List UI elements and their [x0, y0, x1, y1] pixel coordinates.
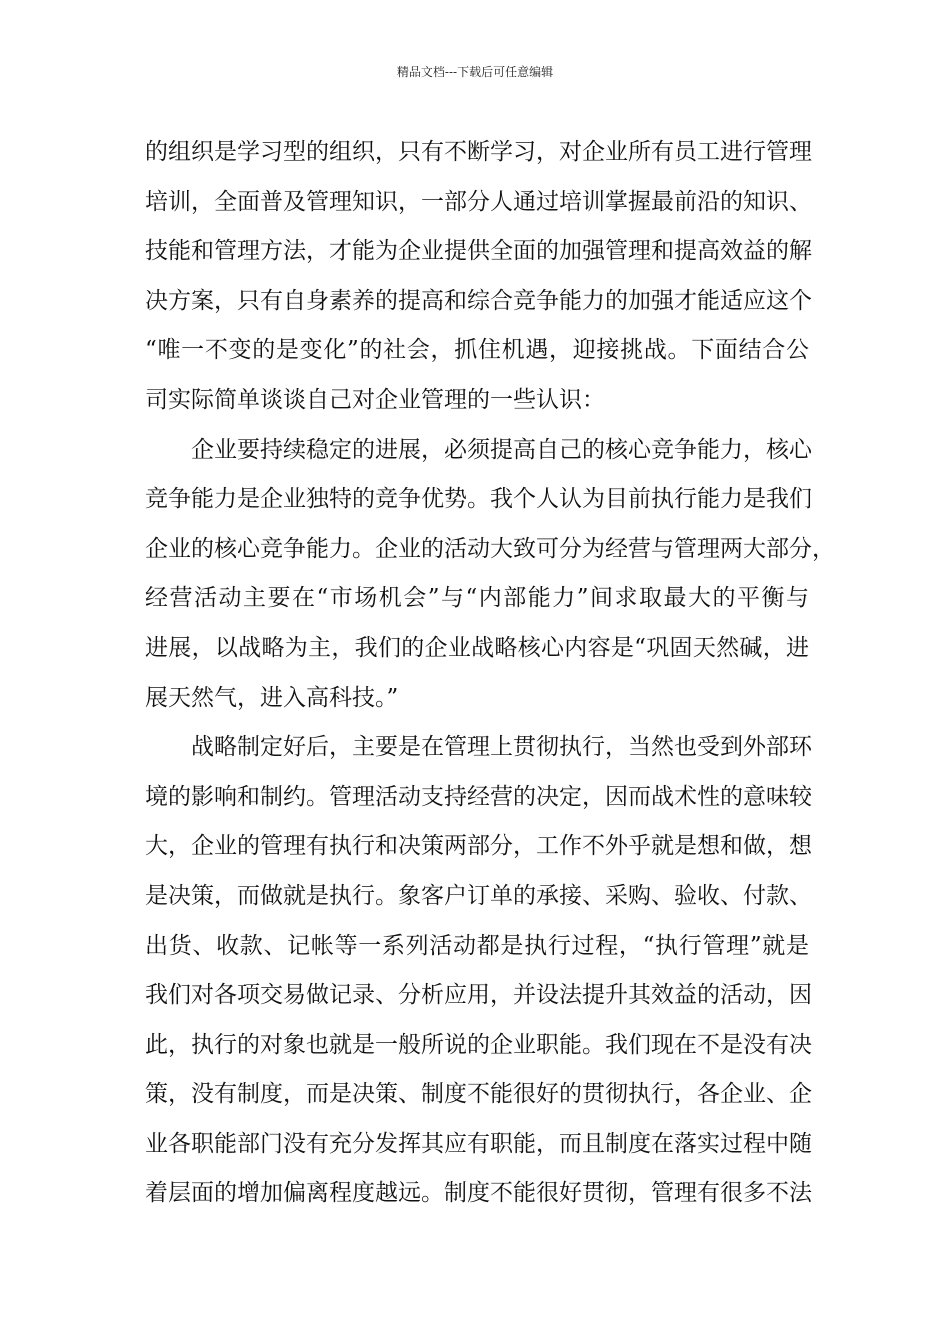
paragraph — [145, 723, 812, 1219]
text-line: 经营活动主要在“市场机会”与“内部能力”间求取最大的平衡与 — [145, 585, 809, 612]
text-line: 着层面的增加偏离程度越远。制度不能很好贯彻，管理有很多不法 — [145, 1180, 812, 1207]
text-line: 业各职能部门没有充分发挥其应有职能，而且制度在落实过程中随 — [145, 1130, 812, 1157]
text-line: 企业要持续稳定的进展，必须提高自己的核心竞争能力，核心 — [191, 436, 812, 463]
text-line: 的组织是学习型的组织，只有不断学习，对企业所有员工进行管理 — [145, 139, 812, 165]
text-line: 进展，以战略为主，我们的企业战略核心内容是“巩固天然碱，进 — [145, 634, 809, 661]
text-line: 出货、收款、记帐等一系列活动都是执行过程，“执行管理”就是 — [145, 932, 809, 959]
paragraph — [145, 128, 812, 426]
text-line: 司实际简单谈谈自己对企业管理的一些认识： — [145, 386, 605, 413]
page-header: 精品文档---下载后可任意编辑 — [396, 65, 554, 79]
text-line: 我们对各项交易做记录、分析应用，并设法提升其效益的活动，因 — [145, 982, 812, 1009]
text-line: “唯一不变的是变化”的社会，抓住机遇，迎接挑战。下面结合公 — [145, 337, 809, 364]
text-line: 培训，全面普及管理知识，一部分人通过培训掌握最前沿的知识、 — [145, 188, 812, 215]
text-line: 技能和管理方法，才能为企业提供全面的加强管理和提高效益的解 — [145, 238, 812, 265]
paragraph — [145, 426, 835, 724]
text-line: 企业的核心竞争能力。企业的活动大致可分为经营与管理两大部分， — [145, 535, 835, 562]
text-line: 竞争能力是企业独特的竞争优势。我个人认为目前执行能力是我们 — [145, 486, 812, 513]
text-line: 此，执行的对象也就是一般所说的企业职能。我们现在不是没有决 — [145, 1031, 812, 1058]
text-line: 境的影响和制约。管理活动支持经营的决定，因而战术性的意味较 — [145, 783, 812, 810]
text-line: 大，企业的管理有执行和决策两部分，工作不外乎就是想和做，想 — [145, 833, 812, 860]
text-line: 是决策，而做就是执行。象客户订单的承接、采购、验收、付款、 — [145, 882, 812, 909]
text-line: 展天然气，进入高科技。” — [145, 684, 399, 711]
text-line: 决方案，只有自身素养的提高和综合竞争能力的加强才能适应这个 — [145, 287, 812, 314]
text-line: 策，没有制度，而是决策、制度不能很好的贯彻执行，各企业、企 — [145, 1081, 812, 1108]
document-body — [145, 128, 835, 1219]
text-line: 战略制定好后，主要是在管理上贯彻执行，当然也受到外部环 — [191, 734, 812, 761]
